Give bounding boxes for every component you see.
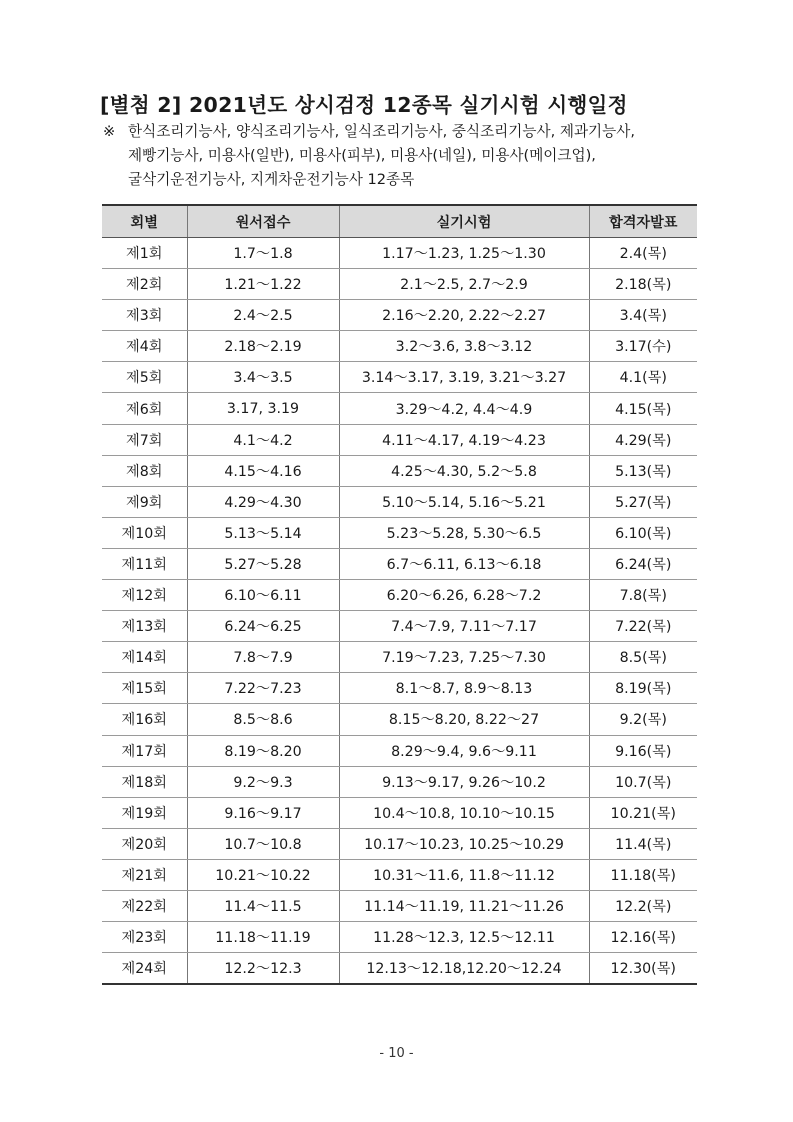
practical-exam-cell: 12.13～12.18,12.20～12.24	[339, 953, 589, 985]
round-cell: 제15회	[102, 673, 187, 704]
round-cell: 제5회	[102, 362, 187, 393]
results-cell: 10.7(목)	[589, 766, 697, 797]
round-cell: 제4회	[102, 331, 187, 362]
application-cell: 1.21～1.22	[187, 269, 339, 300]
round-cell: 제12회	[102, 580, 187, 611]
round-cell: 제9회	[102, 486, 187, 517]
table-header-row	[102, 205, 697, 238]
round-cell: 제20회	[102, 828, 187, 859]
results-cell: 3.17(수)	[589, 331, 697, 362]
table-row	[102, 890, 697, 921]
results-cell: 6.24(목)	[589, 548, 697, 579]
round-cell: 제8회	[102, 455, 187, 486]
application-cell: 10.21～10.22	[187, 859, 339, 890]
header-round: 회별	[102, 205, 187, 238]
application-cell: 2.4～2.5	[187, 300, 339, 331]
note-text-1: 한식조리기능사, 양식조리기능사, 일식조리기능사, 중식조리기능사, 제과기능사,	[128, 123, 635, 140]
table-row	[102, 797, 697, 828]
round-cell: 제19회	[102, 797, 187, 828]
practical-exam-cell: 8.15～8.20, 8.22～27	[339, 704, 589, 735]
table-row	[102, 859, 697, 890]
results-cell: 7.22(목)	[589, 611, 697, 642]
results-cell: 4.15(목)	[589, 393, 697, 424]
practical-exam-cell: 2.16～2.20, 2.22～2.27	[339, 300, 589, 331]
note-line-2: 제빵기능사, 미용사(일반), 미용사(피부), 미용사(네일), 미용사(메이크업),	[128, 147, 596, 164]
round-cell: 제7회	[102, 424, 187, 455]
application-cell: 2.18～2.19	[187, 331, 339, 362]
results-cell: 5.27(목)	[589, 486, 697, 517]
table-row	[102, 331, 697, 362]
table-row	[102, 642, 697, 673]
results-cell: 4.29(목)	[589, 424, 697, 455]
practical-exam-cell: 7.4～7.9, 7.11～7.17	[339, 611, 589, 642]
practical-exam-cell: 8.29～9.4, 9.6～9.11	[339, 735, 589, 766]
application-cell: 12.2～12.3	[187, 953, 339, 985]
application-cell: 8.19～8.20	[187, 735, 339, 766]
table-row	[102, 517, 697, 548]
round-cell: 제17회	[102, 735, 187, 766]
table-row	[102, 362, 697, 393]
practical-exam-cell: 9.13～9.17, 9.26～10.2	[339, 766, 589, 797]
practical-exam-cell: 10.31～11.6, 11.8～11.12	[339, 859, 589, 890]
practical-exam-cell: 10.17～10.23, 10.25～10.29	[339, 828, 589, 859]
results-cell: 4.1(목)	[589, 362, 697, 393]
round-cell: 제21회	[102, 859, 187, 890]
results-cell: 7.8(목)	[589, 580, 697, 611]
header-application: 원서접수	[187, 205, 339, 238]
document-title: [별첨 2] 2021년도 상시검정 12종목 실기시험 시행일정	[100, 93, 628, 117]
note-line-3: 굴삭기운전기능사, 지게차운전기능사 12종목	[128, 171, 415, 188]
practical-exam-cell: 11.14～11.19, 11.21～11.26	[339, 890, 589, 921]
table-row	[102, 455, 697, 486]
practical-exam-cell: 6.20～6.26, 6.28～7.2	[339, 580, 589, 611]
round-cell: 제2회	[102, 269, 187, 300]
application-cell: 4.29～4.30	[187, 486, 339, 517]
practical-exam-cell: 3.29～4.2, 4.4～4.9	[339, 393, 589, 424]
table-row	[102, 828, 697, 859]
application-cell: 4.1～4.2	[187, 424, 339, 455]
application-cell: 10.7～10.8	[187, 828, 339, 859]
table-row	[102, 580, 697, 611]
results-cell: 2.4(목)	[589, 238, 697, 269]
round-cell: 제24회	[102, 953, 187, 985]
round-cell: 제1회	[102, 238, 187, 269]
application-cell: 11.4～11.5	[187, 890, 339, 921]
application-cell: 9.2～9.3	[187, 766, 339, 797]
table-row	[102, 735, 697, 766]
table-row	[102, 300, 697, 331]
round-cell: 제10회	[102, 517, 187, 548]
round-cell: 제14회	[102, 642, 187, 673]
header-practical-exam: 실기시험	[339, 205, 589, 238]
application-cell: 3.4～3.5	[187, 362, 339, 393]
table-row	[102, 548, 697, 579]
page-number: - 10 -	[379, 1046, 414, 1061]
results-cell: 2.18(목)	[589, 269, 697, 300]
results-cell: 5.13(목)	[589, 455, 697, 486]
table-row	[102, 766, 697, 797]
practical-exam-cell: 3.2～3.6, 3.8～3.12	[339, 331, 589, 362]
application-cell: 6.24～6.25	[187, 611, 339, 642]
application-cell: 7.22～7.23	[187, 673, 339, 704]
practical-exam-cell: 7.19～7.23, 7.25～7.30	[339, 642, 589, 673]
practical-exam-cell: 5.10～5.14, 5.16～5.21	[339, 486, 589, 517]
table-row	[102, 953, 697, 985]
table-row	[102, 393, 697, 424]
round-cell: 제18회	[102, 766, 187, 797]
results-cell: 8.19(목)	[589, 673, 697, 704]
round-cell: 제6회	[102, 393, 187, 424]
table-row	[102, 673, 697, 704]
round-cell: 제13회	[102, 611, 187, 642]
results-cell: 10.21(목)	[589, 797, 697, 828]
results-cell: 11.18(목)	[589, 859, 697, 890]
results-cell: 12.16(목)	[589, 922, 697, 953]
results-cell: 9.2(목)	[589, 704, 697, 735]
application-cell: 9.16～9.17	[187, 797, 339, 828]
practical-exam-cell: 10.4～10.8, 10.10～10.15	[339, 797, 589, 828]
note-line-1	[103, 120, 723, 144]
practical-exam-cell: 4.25～4.30, 5.2～5.8	[339, 455, 589, 486]
practical-exam-cell: 8.1～8.7, 8.9～8.13	[339, 673, 589, 704]
results-cell: 12.2(목)	[589, 890, 697, 921]
practical-exam-cell: 11.28～12.3, 12.5～12.11	[339, 922, 589, 953]
round-cell: 제3회	[102, 300, 187, 331]
table-row	[102, 238, 697, 269]
round-cell: 제22회	[102, 890, 187, 921]
results-cell: 9.16(목)	[589, 735, 697, 766]
header-results: 합격자발표	[589, 205, 697, 238]
application-cell: 5.13～5.14	[187, 517, 339, 548]
round-cell: 제11회	[102, 548, 187, 579]
application-cell: 7.8～7.9	[187, 642, 339, 673]
practical-exam-cell: 5.23～5.28, 5.30～6.5	[339, 517, 589, 548]
results-cell: 6.10(목)	[589, 517, 697, 548]
round-cell: 제16회	[102, 704, 187, 735]
results-cell: 12.30(목)	[589, 953, 697, 985]
application-cell: 11.18～11.19	[187, 922, 339, 953]
application-cell: 3.17, 3.19	[187, 393, 339, 424]
practical-exam-cell: 4.11～4.17, 4.19～4.23	[339, 424, 589, 455]
table-row	[102, 486, 697, 517]
results-cell: 3.4(목)	[589, 300, 697, 331]
practical-exam-cell: 6.7～6.11, 6.13～6.18	[339, 548, 589, 579]
practical-exam-cell: 3.14～3.17, 3.19, 3.21～3.27	[339, 362, 589, 393]
table-body	[102, 238, 697, 985]
reference-mark: ※	[103, 123, 116, 140]
table-row	[102, 922, 697, 953]
results-cell: 8.5(목)	[589, 642, 697, 673]
results-cell: 11.4(목)	[589, 828, 697, 859]
application-cell: 4.15～4.16	[187, 455, 339, 486]
exam-schedule-table	[102, 204, 697, 985]
table-row	[102, 424, 697, 455]
application-cell: 8.5～8.6	[187, 704, 339, 735]
table-row	[102, 611, 697, 642]
round-cell: 제23회	[102, 922, 187, 953]
practical-exam-cell: 1.17～1.23, 1.25～1.30	[339, 238, 589, 269]
application-cell: 1.7～1.8	[187, 238, 339, 269]
application-cell: 6.10～6.11	[187, 580, 339, 611]
practical-exam-cell: 2.1～2.5, 2.7～2.9	[339, 269, 589, 300]
application-cell: 5.27～5.28	[187, 548, 339, 579]
table-row	[102, 704, 697, 735]
target-subjects-note	[103, 120, 723, 192]
table-row	[102, 269, 697, 300]
